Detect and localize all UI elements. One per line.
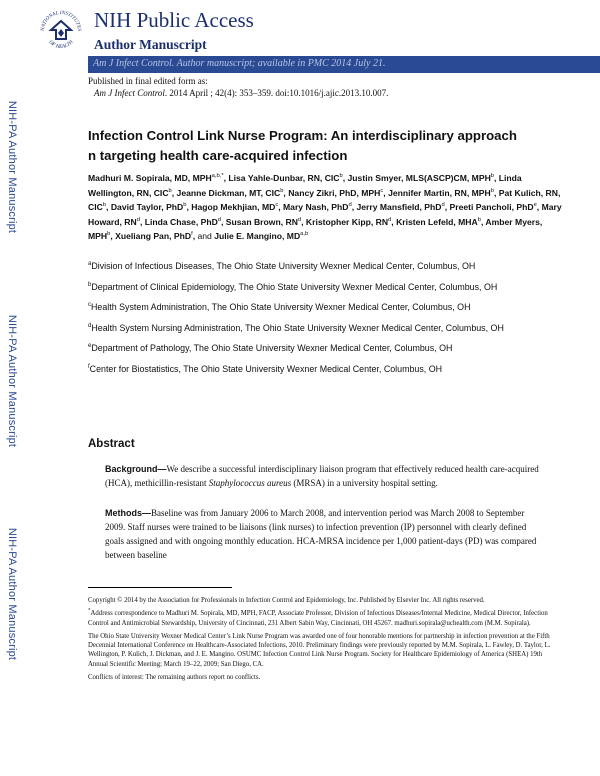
author-name: Madhuri M. Sopirala, MD, MPH bbox=[88, 173, 212, 183]
citation-details: . 2014 April ; 42(4): 353–359. doi:10.1016/j.ajic.2013.10.007. bbox=[164, 88, 389, 98]
svg-text:NATIONAL INSTITUTES: NATIONAL INSTITUTES bbox=[39, 9, 83, 32]
author-affiliation-mark: c bbox=[380, 187, 384, 194]
affiliation: $^c$Health System Administration, The Ohio State University Wexner Medical Center, Columbus, OH bbox=[88, 302, 471, 312]
methods-label: Methods— bbox=[105, 508, 151, 518]
abstract-methods: Methods—Baseline was from January 2006 to March 2008, and intervention period was March 2008 to September 2009. Staff nurses were trained to be liaisons (link nurses) to infection prevention (IP) personnel with clearly defined goals assigned and with ongoing monthly education. HCA-MRSA incidence per 1,000 patient-days (PD) was compared between baseline bbox=[105, 508, 537, 560]
citation bbox=[94, 88, 388, 98]
author-affiliation-mark: b bbox=[183, 202, 187, 209]
author-name: David Taylor, PhD bbox=[110, 202, 184, 213]
author-affiliation-mark: b bbox=[168, 187, 172, 194]
availability-note: Am J Infect Control. Author manuscript; available in PMC 2014 July 21. bbox=[93, 58, 386, 69]
affiliation-list bbox=[88, 260, 562, 383]
author-name: Jerry Mansfield, PhD bbox=[356, 202, 442, 213]
author-affiliation-mark: a,b,* bbox=[211, 173, 224, 180]
correspondence-note: *Address correspondence to Madhuri M. Sopirala, MD, MPH, FACP, Associate Professor, Division of Infectious Diseases/Internal Medicine, Medical Director, Infection Control and Antimicrobial Stewardship, University of Cincinnati, 231 Albert Sabin Way, Cincinnati, OH 45267. madhuri.sopirala@uchealth.com (M.M. Sopirala). bbox=[88, 609, 548, 627]
author-affiliation-mark: b bbox=[490, 187, 494, 194]
author-name: Preeti Pancholi, PhD bbox=[449, 202, 534, 213]
affiliation: $^f$Center for Biostatistics, The Ohio State University Wexner Medical Center, Columbus, OH bbox=[88, 363, 443, 374]
author-name: Mary Howard, RN bbox=[88, 202, 562, 227]
published-label: Published in final edited form as: bbox=[88, 76, 208, 86]
svg-text:OF HEALTH: OF HEALTH bbox=[47, 39, 75, 51]
author-name: Kristopher Kipp, RN bbox=[305, 216, 389, 227]
author-name: Xueliang Pan, PhD bbox=[115, 231, 192, 242]
author-name: Nancy Zikri, PhD, MPH bbox=[288, 187, 381, 198]
author-affiliation-mark: b bbox=[107, 231, 111, 238]
affiliation: $^b$Department of Clinical Epidemiology, The Ohio State University Wexner Medical Center, Columbus, OH bbox=[88, 281, 498, 292]
author-name: Julie E. Mangino, MD bbox=[214, 231, 301, 242]
author-affiliation-mark: d bbox=[348, 202, 352, 209]
author-name: Lisa Yahle-Dunbar, RN, CIC bbox=[228, 173, 340, 183]
author-name: Amber Myers, MPH bbox=[88, 216, 543, 242]
nih-seal-icon bbox=[38, 8, 84, 54]
article-title: Infection Control Link Nurse Program: An interdisciplinary approach n targeting health care-acquired infection bbox=[88, 128, 517, 163]
organism-name: Staphylococcus aureus bbox=[208, 478, 292, 488]
author-affiliation-mark: e bbox=[533, 202, 537, 209]
side-label: NIH-PA Author Manuscript bbox=[6, 100, 18, 234]
author-name: Jennifer Martin, RN, MPH bbox=[388, 187, 491, 198]
author-name: Justin Smyer, MLS(ASCP)CM, MPH bbox=[347, 173, 491, 183]
abstract-background: Background—We describe a successful interdisciplinary liaison program that effectively reduced health care-acquired (HCA), methicillin-resistant Staphylococcus aureus (MRSA) in a university hospital setting. bbox=[105, 464, 539, 488]
side-label: NIH-PA Author Manuscript bbox=[6, 314, 18, 448]
author-name: Pat Kulich, RN, CIC bbox=[88, 187, 561, 213]
author-name: Kristen Lefeld, MHA bbox=[396, 216, 478, 227]
author-affiliation-mark: b bbox=[339, 173, 343, 180]
author-affiliation-mark: b bbox=[280, 187, 284, 194]
author-name: Linda Chase, PhD bbox=[144, 216, 218, 227]
author-name: Susan Brown, RN bbox=[225, 216, 298, 227]
author-affiliation-mark: c bbox=[275, 202, 279, 209]
author-name: Mary Nash, PhD bbox=[283, 202, 349, 213]
side-label: NIH-PA Author Manuscript bbox=[6, 527, 18, 661]
citation-journal: Am J Infect Control bbox=[94, 88, 165, 98]
author-affiliation-mark: b bbox=[490, 173, 495, 180]
author-affiliation-mark: d bbox=[136, 216, 140, 223]
author-affiliation-mark: b bbox=[477, 216, 481, 223]
author-affiliation-mark: d bbox=[297, 216, 302, 223]
affiliation: $^e$Department of Pathology, The Ohio State University Wexner Medical Center, Columbus, OH bbox=[88, 343, 453, 353]
author-affiliation-mark: d bbox=[217, 216, 222, 223]
background-label: Background— bbox=[105, 464, 167, 474]
author-name: Jeanne Dickman, MT, CIC bbox=[176, 187, 281, 198]
author-affiliation-mark: d bbox=[441, 202, 445, 209]
footnote-divider bbox=[88, 587, 232, 588]
author-name: Linda Wellington, RN, CIC bbox=[88, 173, 522, 198]
repository-title: NIH Public Access bbox=[94, 8, 254, 32]
author-conjunction: and bbox=[197, 231, 215, 242]
author-affiliation-mark: b bbox=[102, 202, 107, 209]
affiliation: $^d$Health System Nursing Administration, The Ohio State University Wexner Medical Center, Columbus, OH bbox=[88, 322, 504, 333]
author-name: Hagop Mekhjian, MD bbox=[191, 202, 276, 213]
author-affiliation-mark: a,b bbox=[300, 231, 309, 238]
author-affiliation-mark: f bbox=[191, 231, 193, 238]
author-list: Madhuri M. Sopirala, MD, $MPH^{a,b,*}$, Lisa Yahle-Dunbar, RN, CIC$^b$, Justin Smyer, MLS(ASCP)CM, MPH$^b$, Linda Wellington, RN, CIC$^b$, Jeanne Dickman, MT, CIC$^b$, Nancy Zikri, PhD, MPH$^c$, Jennifer Martin, RN, MPH$^b$, Pat Kulich, RN, CIC$^b$, David Taylor, PhD$^b$, Hagop Mekhjian, $MD^c$, Mary Nash, PhD$^d$, Jerry Mansfield, PhD$^d$, Preeti Pancholi, PhD$^e$, Mary Howard, $RN^d$, Linda Chase, PhD$^d$, Susan Brown, $RN^d$, Kristopher Kipp, $RN^d$, Kristen Lefeld, MHA$^b$, Amber Myers, MPH$^b$, Xueliang Pan, PhD$^f$, and Julie E. Mangino, MD$^{a,b}$ bbox=[88, 173, 562, 242]
affiliation: $^a$Division of Infectious Diseases, The Ohio State University Wexner Medical Center, Columbus, OH bbox=[88, 261, 476, 271]
conflicts-note: Conflicts of interest: The remaining authors report no conflicts. bbox=[88, 674, 261, 682]
abstract-heading: Abstract bbox=[88, 438, 135, 450]
award-note: The Ohio State University Wexner Medical Center’s Link Nurse Program was awarded one of four honorable mentions for partnership in infection prevention at the Fifth Decennial International Conference on Healthcare-Associated Infections, 2010. Preliminary findings were previously reported by M.M. Sopirala, L. Fawley, D. Taylor, L. Wellington, P. Kulich, J. Dickman, and J. E. Mangino. OSUMC Infection Control Link Nurse Program. Society for Healthcare Epidemiology of America (SHEA) 19th Annual Scientific Meeting; March 19–22, 2009; San Diego, CA. bbox=[88, 632, 551, 668]
copyright-note: Copyright © 2014 by the Association for Professionals in Infection Control and Epidemiology, Inc. Published by Elsevier Inc. All rights reserved. bbox=[88, 597, 485, 604]
author-affiliation-mark: d bbox=[388, 216, 392, 223]
footnotes bbox=[88, 596, 562, 686]
manuscript-type: Author Manuscript bbox=[94, 37, 207, 52]
